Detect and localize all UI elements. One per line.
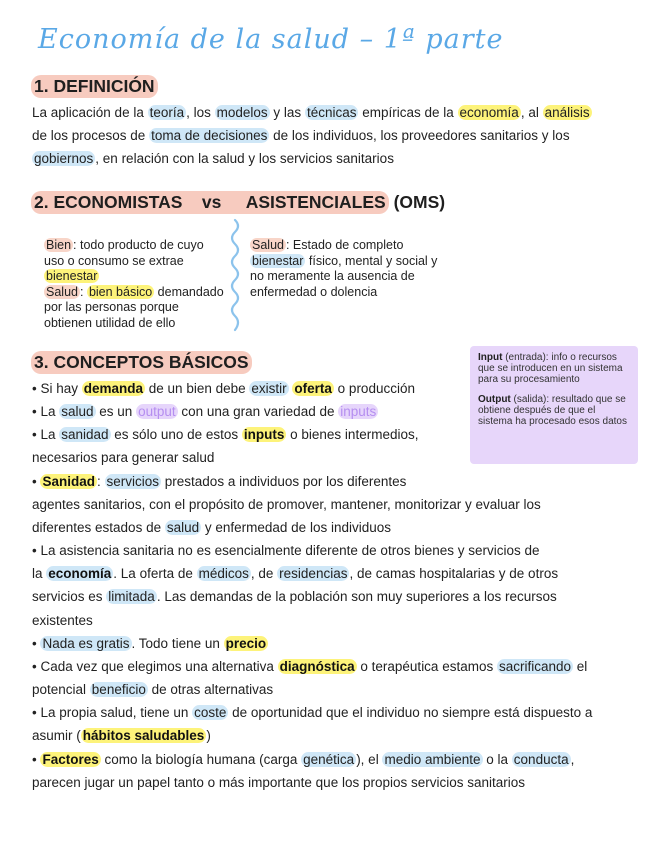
conceptos-list bbox=[32, 377, 632, 794]
definition-paragraph: La aplicación de la teoría , los modelos y las técnicas empíricas de la economía , al análisis de los procesos de toma de decisiones de los individuos, los proveedores sanitarios y los gobiernos , en relación con la salud y los servicios sanitarios bbox=[32, 105, 590, 167]
section-heading-definicion: 1. DEFINICIÓN bbox=[31, 76, 158, 97]
list-item: • La salud es un output con una gran variedad de inputs bbox=[32, 404, 377, 420]
list-item: • Factores como la biología humana (carga genética ), el medio ambiente o la conducta , parecen jugar un papel tanto o más importante que los propios servicios sanitarios bbox=[32, 751, 575, 790]
economistas-column: Bien : todo producto de cuyo uso o consumo se extrae bienestar Salud : bien básico demandado por las personas porque obtienen utilidad de ello bbox=[44, 238, 224, 330]
section-heading-conceptos-basicos: 3. CONCEPTOS BÁSICOS bbox=[31, 352, 252, 373]
list-item: • Sanidad : servicios prestados a individuos por los diferentes agentes sanitarios, con el propósito de promover, mantener, monitorizar y evaluar los diferentes estados de salud y enfermedad de los individuos bbox=[32, 473, 541, 535]
asistenciales-column: Salud : Estado de completo bienestar físico, mental y social y no meramente la ausencia de enfermedad o dolencia bbox=[250, 238, 438, 299]
list-item: • Nada es gratis . Todo tiene un precio bbox=[32, 635, 267, 651]
list-item: • Cada vez que elegimos una alternativa diagnóstica o terapéutica estamos sacrificando el potencial beneficio de otras alternativas bbox=[32, 658, 588, 698]
list-item: • Si hay demanda de un bien debe existir oferta o producción bbox=[32, 381, 415, 396]
page-title: Economía de la salud – 1ª parte bbox=[38, 24, 504, 55]
input-output-note: Input (entrada): info o recursos que se introducen en un sistema para su procesamiento Output (salida): resultado que se obtiene después de que el sistema ha procesado esos datos bbox=[470, 346, 638, 464]
list-item: • La propia salud, tiene un coste de oportunidad que el individuo no siempre está dispuesto a asumir ( hábitos saludables ) bbox=[32, 705, 593, 744]
squiggle-divider bbox=[227, 218, 243, 332]
list-item: • La asistencia sanitaria no es esencialmente diferente de otros bienes y servicios de la economía . La oferta de médicos , de residencias , de camas hospitalarias y de otros servicios es limitada . Las demandas de la población son muy superiores a los recursos existentes bbox=[32, 543, 559, 628]
list-item: • La sanidad es sólo uno de estos inputs o bienes intermedios, necesarios para generar salud bbox=[32, 427, 419, 466]
section-heading-economistas-vs-asistenciales: 2. ECONOMISTAS vs ASISTENCIALES (OMS) bbox=[31, 192, 445, 213]
